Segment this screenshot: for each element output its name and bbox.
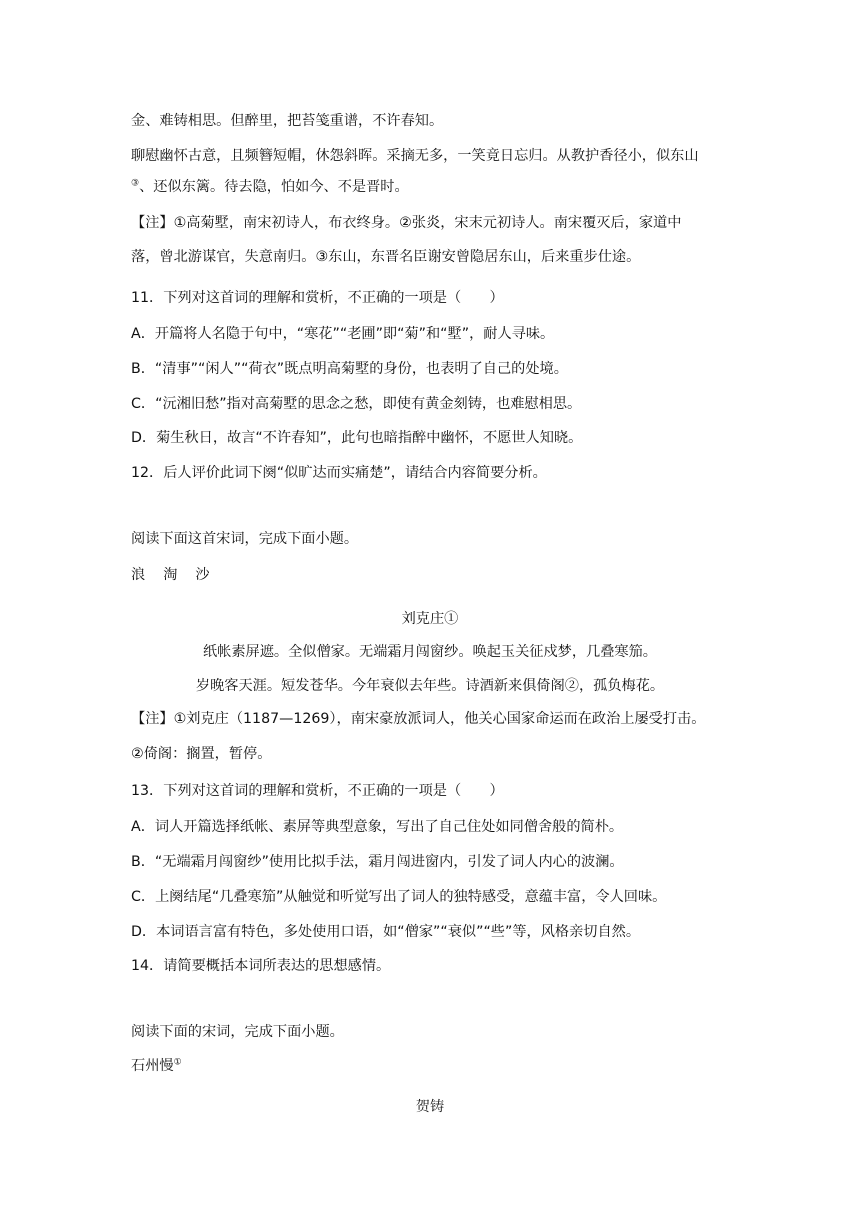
section-intro: 阅读下面这首宋词，完成下面小题。 xyxy=(131,531,359,547)
option-c: C．上阕结尾“几叠寒笳”从触觉和听觉写出了词人的独特感受，意蕴丰富，令人回味。 xyxy=(131,889,667,905)
poem-line: 金、难铸相思。但醉里，把苔笺重谱，不许春知。 xyxy=(131,113,444,129)
option-b: B．“清事”“闲人”“荷衣”既点明高菊墅的身份，也表明了自己的处境。 xyxy=(131,361,568,377)
footnote-mark: ① xyxy=(173,1057,182,1068)
question-stem: 11．下列对这首词的理解和赏析，不正确的一项是（ ） xyxy=(131,290,504,306)
question-stem: 13．下列对这首词的理解和赏析，不正确的一项是（ ） xyxy=(131,783,504,799)
option-a: A．词人开篇选择纸帐、素屏等典型意象，写出了自己住处如同僧舍般的简朴。 xyxy=(131,819,624,835)
poem-title: 浪淘沙 xyxy=(131,567,228,583)
option-c: C．“沅湘旧愁”指对高菊墅的思念之愁，即使有黄金刻铸，也难慰相思。 xyxy=(131,396,582,412)
option-b: B．“无端霜月闯窗纱”使用比拟手法，霜月闯进窗内，引发了词人内心的波澜。 xyxy=(131,854,624,870)
note-line: 【注】①高菊墅，南宋初诗人，布衣终身。②张炎，宋末元初诗人。南宋覆灭后，家道中 xyxy=(131,215,682,231)
poem-title: 石州慢① xyxy=(131,1057,182,1074)
section-intro: 阅读下面的宋词，完成下面小题。 xyxy=(131,1024,344,1040)
option-d: D．本词语言富有特色，多处使用口语，如“僧家”“衰似”“些”等，风格亲切自然。 xyxy=(131,924,641,940)
note-line: 落，曾北游谋官，失意南归。③东山，东晋名臣谢安曾隐居东山，后来重步仕途。 xyxy=(131,249,641,265)
poem-line: 聊慰幽怀古意，且频簪短帽，休怨斜晖。采摘无多，一笑竟日忘归。从教护香径小，似东山 xyxy=(131,148,699,164)
note-line: ②倚阁：搁置，暂停。 xyxy=(131,746,272,762)
option-d: D．菊生秋日，故言“不许春知”，此句也暗指醉中幽怀，不愿世人知晓。 xyxy=(131,430,583,446)
poem-line: ③、还似东篱。待去隐，怕如今、不是晋时。 xyxy=(131,178,409,195)
option-a: A．开篇将人名隐于句中，“寒花”“老圃”即“菊”和“墅”，耐人寻味。 xyxy=(131,326,555,342)
poem-line: 纸帐素屏遮。全似僧家。无端霜月闯窗纱。唤起玉关征戍梦，几叠寒笳。 xyxy=(202,644,657,660)
poem-line: 岁晚客天涯。短发苍华。今年衰似去年些。诗酒新来俱倚阁②，孤负梅花。 xyxy=(195,678,665,694)
poem-author: 贺铸 xyxy=(415,1099,445,1115)
poem-author: 刘克庄① xyxy=(401,611,459,627)
question-stem: 12．后人评价此词下阕“似旷达而实痛楚”，请结合内容简要分析。 xyxy=(131,465,547,481)
note-line: 【注】①刘克庄（1187—1269），南宋豪放派词人，他关心国家命运而在政治上屡受打击。 xyxy=(131,711,706,727)
question-stem: 14．请简要概括本词所表达的思想感情。 xyxy=(131,958,391,974)
footnote-mark: ③ xyxy=(131,178,140,189)
